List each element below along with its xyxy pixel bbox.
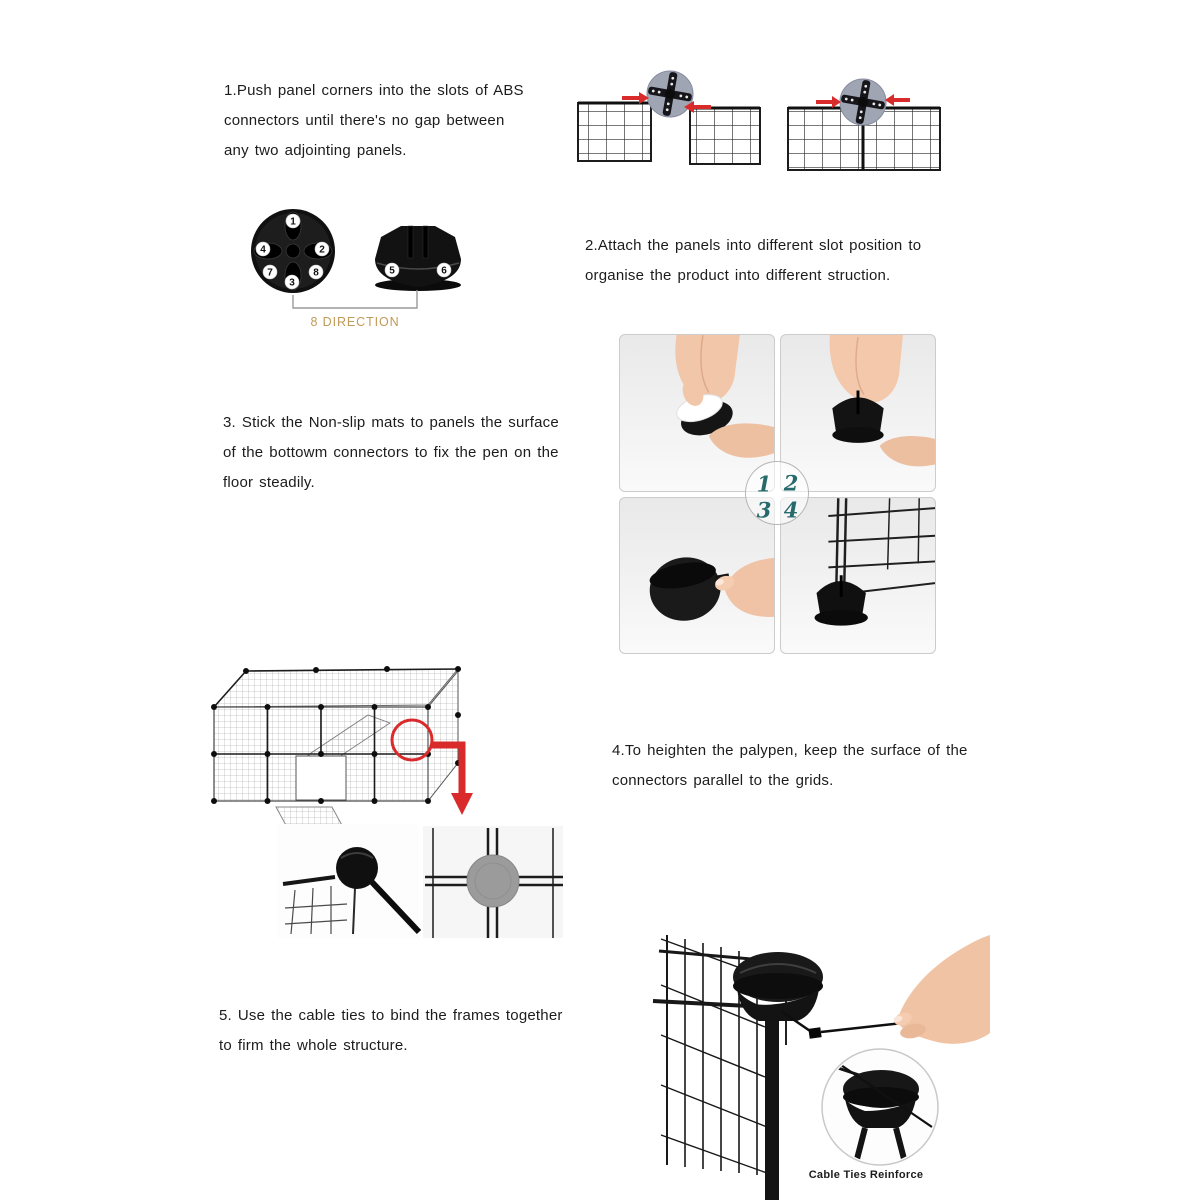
- closeup-corner-connector: [277, 824, 419, 938]
- step3-text: [223, 408, 559, 498]
- step4-text: [612, 736, 968, 796]
- push-arrow-left-icon: [885, 94, 910, 106]
- step3-line-1: 3. Stick the Non-slip mats to panels the surface: [223, 414, 559, 431]
- photo-foot-on-grid-drawing: [781, 498, 935, 654]
- playpen-cage: [211, 666, 461, 829]
- figure-connector-directions: [243, 197, 473, 342]
- step4-line-1: 4.To heighten the palypen, keep the surface of the: [612, 742, 968, 759]
- badge-7: 7: [267, 267, 273, 279]
- badge-2: 2: [319, 244, 325, 256]
- photo-press-mat-drawing: [781, 335, 935, 491]
- step1-text: [224, 76, 524, 166]
- photo-peel-mat-drawing: [620, 335, 774, 491]
- photo-grid-step-circle: [745, 461, 809, 525]
- badge-5: 5: [389, 265, 395, 277]
- playpen-door-opening: [296, 756, 346, 800]
- closeup-flat-connector: [423, 826, 563, 938]
- grid-badge-1: 1: [756, 471, 772, 497]
- badge-3: 3: [289, 277, 295, 289]
- step5-line-2: to firm the whole structure.: [219, 1037, 408, 1054]
- step2-line-2: organise the product into different struction.: [585, 267, 891, 284]
- step3-line-3: floor steadily.: [223, 474, 315, 491]
- figure-connector-closeups: [275, 820, 565, 942]
- step4-line-2: connectors parallel to the grids.: [612, 772, 834, 789]
- hand-pulling-tie: [892, 935, 990, 1044]
- wire-grid-lines: [828, 498, 935, 593]
- step5-line-1: 5. Use the cable ties to bind the frames together: [219, 1007, 563, 1024]
- figure-playpen-overview: [200, 655, 480, 835]
- panels-joined-diagram: [788, 77, 940, 170]
- connector-top-view: [251, 209, 335, 293]
- badge-8: 8: [313, 267, 319, 279]
- round-connector-cap: [733, 952, 823, 1021]
- step1-line-1: 1.Push panel corners into the slots of ABS: [224, 82, 524, 99]
- bracket-line: [293, 290, 417, 308]
- badge-6: 6: [441, 265, 447, 277]
- figure-cable-ties: [645, 915, 990, 1200]
- grid-badge-3: 3: [756, 497, 772, 523]
- grid-badge-4: 4: [783, 497, 799, 523]
- photo-hold-mat: [619, 497, 775, 655]
- connector-side-view: [375, 226, 461, 291]
- step3-line-2: of the bottowm connectors to fix the pen on the: [223, 444, 559, 461]
- photo-foot-on-grid: [780, 497, 936, 655]
- photo-peel-mat: [619, 334, 775, 492]
- cable-ties-caption: Cable Ties Reinforce: [808, 1169, 924, 1181]
- connector-inset-circle: [645, 69, 696, 120]
- cable-tie-inset: [822, 1049, 938, 1165]
- step2-text: [585, 231, 921, 291]
- grid-badge-2: 2: [783, 470, 799, 496]
- badge-4: 4: [260, 244, 266, 256]
- figure-panel-connection: [570, 55, 950, 180]
- step1-line-3: any two adjointing panels.: [224, 142, 407, 159]
- push-arrow-right-icon: [816, 96, 841, 108]
- badge-1: 1: [290, 216, 296, 228]
- step2-line-1: 2.Attach the panels into different slot position to: [585, 237, 922, 254]
- direction-label: 8 DIRECTION: [310, 315, 400, 329]
- step1-line-2: connectors until there's no gap between: [224, 112, 505, 129]
- photo-hold-mat-drawing: [620, 498, 774, 654]
- photo-press-mat: [780, 334, 936, 492]
- panels-apart-diagram: [578, 69, 760, 164]
- step5-text: [219, 1001, 563, 1061]
